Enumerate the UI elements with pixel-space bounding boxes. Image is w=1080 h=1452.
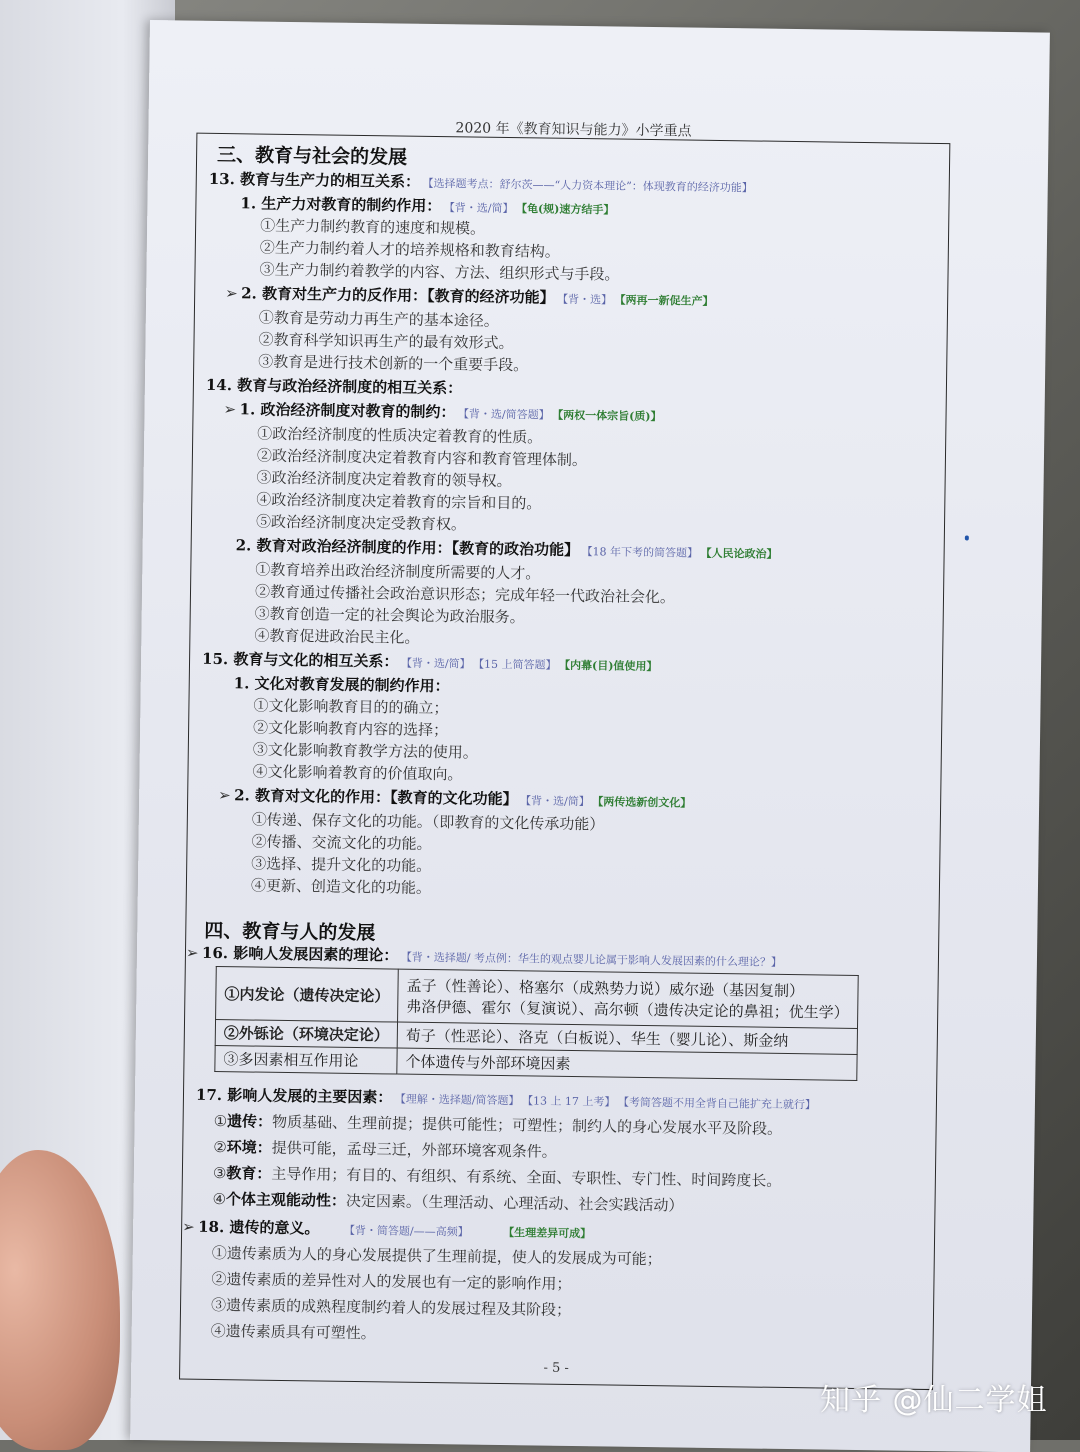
list-item: ③教育创造一定的社会舆论为政治服务。 xyxy=(254,604,525,627)
table-cell-text: 孟子（性善论）、格塞尔（成熟势力说）威尔逊（基因复制） xyxy=(406,976,805,1001)
s15-p2-line xyxy=(218,784,691,812)
s18-tag2: 【生理差异可成】 xyxy=(508,1226,592,1241)
list-item xyxy=(213,1136,557,1162)
s14-p2-func: 【教育的政治功能】 xyxy=(451,539,580,560)
page-number: - 5 - xyxy=(543,1360,569,1376)
s13-title: 13. 教育与生产力的相互关系： xyxy=(208,169,421,191)
arrow-marker-icon: ➢ xyxy=(225,284,238,303)
theory-table xyxy=(214,966,858,1081)
s15-line xyxy=(202,648,658,675)
list-item: ③选择、提升文化的功能。 xyxy=(251,854,432,876)
s17-tag3: 【考简答题不用全背自己能扩充上就行】 xyxy=(623,1095,817,1112)
s15-p2-func: 【教育的文化功能】 xyxy=(389,788,518,809)
s17-line xyxy=(196,1084,816,1114)
table-cell-label: ③多因素相互作用论 xyxy=(215,1046,397,1075)
s17-tag2: 【13 上 17 上考】 xyxy=(527,1094,616,1109)
list-item: ③文化影响教育教学方法的使用。 xyxy=(252,740,478,762)
s14-title: 14. 教育与政治经济制度的相互关系： xyxy=(205,375,463,398)
item-key: 环境： xyxy=(226,1138,272,1157)
s17-tag1: 【理解・选择题/简答题】 xyxy=(400,1092,520,1108)
s15-tag1: 【背・选/简】 xyxy=(406,656,471,671)
s13-p1-tag1: 【背・选/简】 xyxy=(449,201,514,216)
s15-tag2: 【15 上简答题】 xyxy=(478,657,557,672)
list-item xyxy=(212,1188,683,1216)
list-item: ④政治经济制度决定着教育的宗旨和目的。 xyxy=(256,490,542,513)
list-item: ③遗传素质的成熟程度制约着人的发展过程及其阶段； xyxy=(210,1295,572,1320)
list-item: ②传播、交流文化的功能。 xyxy=(251,832,432,854)
s14-p1-tag1: 【背・选/简答题】 xyxy=(463,407,550,422)
list-item: ①教育是劳动力再生产的基本途径。 xyxy=(258,308,499,330)
watermark: 知乎 @仙二学姐 xyxy=(820,1383,1048,1418)
arrow-marker-icon: ➢ xyxy=(185,943,199,962)
s15-title: 15. 教育与文化的相互关系： xyxy=(201,649,399,671)
table-cell-content xyxy=(398,969,858,1028)
s13-p1-tag2: 【龟(规)速方结手】 xyxy=(521,202,615,217)
list-item: ②教育通过传播社会政治意识形态；完成年轻一代政治社会化。 xyxy=(254,582,676,607)
s13-p2-line xyxy=(225,282,714,310)
list-item: ②文化影响教育内容的选择； xyxy=(253,718,449,740)
item-number: ④ xyxy=(212,1189,227,1209)
page-header: 2020 年《教育知识与能力》小学重点 xyxy=(455,120,692,140)
arrow-marker-icon: ➢ xyxy=(218,786,231,805)
item-key: 遗传： xyxy=(226,1112,273,1131)
item-key: 个体主观能动性： xyxy=(225,1190,347,1210)
list-item: ①遗传素质为人的身心发展提供了生理前提，使人的发展成为可能； xyxy=(211,1243,662,1269)
item-number: ② xyxy=(213,1137,227,1157)
table-cell-label: ②外铄论（环境决定论） xyxy=(215,1020,397,1049)
ink-dot xyxy=(965,535,969,540)
list-item: ⑤政治经济制度决定受教育权。 xyxy=(255,512,467,534)
list-item: ②生产力制约着人才的培养规格和教育结构。 xyxy=(259,238,560,261)
s13-p2-tag2: 【两再一新促生产】 xyxy=(619,293,714,308)
item-key: 教育： xyxy=(226,1164,272,1183)
list-item: ③生产力制约着教学的内容、方法、组织形式与手段。 xyxy=(259,260,620,284)
table-row xyxy=(216,967,858,1029)
s14-p2-tag2: 【人民论政治】 xyxy=(705,546,778,561)
s13-p1-title: 1. 生产力对教育的制约作用： xyxy=(240,194,442,216)
item-text: 物质基础、生理前提；提供可能性；可塑性；制约人的身心发展水平及阶段。 xyxy=(271,1112,783,1138)
list-item: ②遗传素质的差异性对人的发展也有一定的影响作用； xyxy=(211,1269,572,1294)
table-cell-content: 个体遗传与外部环境因素 xyxy=(397,1048,857,1080)
s13-p2-title: 2. 教育对生产力的反作用： xyxy=(241,284,428,305)
table-cell-text: 弗洛伊德、霍尔（复演说）、高尔顿（遗传决定论的鼻祖；优生学） xyxy=(406,997,849,1022)
document-page xyxy=(130,20,1050,1452)
s18-tag1: 【背・简答题/——高频】 xyxy=(349,1223,469,1239)
list-item: ②教育科学知识再生产的最有效形式。 xyxy=(258,330,514,353)
list-item: ④教育促进政治民主化。 xyxy=(254,626,420,647)
s13-tag: 【选择题考点：舒尔茨——“人力资本理论”：体现教育的经济功能】 xyxy=(427,176,753,195)
list-item: ④更新、创造文化的功能。 xyxy=(250,876,432,898)
list-item: ②政治经济制度决定着教育内容和教育管理体制。 xyxy=(256,446,588,470)
list-item xyxy=(213,1162,782,1191)
list-item: ①生产力制约教育的速度和规模。 xyxy=(260,216,486,238)
list-item: ①教育培养出政治经济制度所需要的人才。 xyxy=(255,560,541,583)
s16-tag: 【背・选择题/ 考点例：华生的观点婴儿论属于影响人发展因素的什么理论？】 xyxy=(406,950,783,969)
list-item: ①文化影响教育目的的确立； xyxy=(253,696,449,718)
list-item: ④遗传素质具有可塑性。 xyxy=(210,1321,376,1343)
s15-tag3: 【内幕(目)值使用】 xyxy=(564,658,658,674)
s16-title: 16. 影响人发展因素的理论： xyxy=(201,943,399,965)
item-text: 决定因素。（生理活动、心理活动、社会实践活动） xyxy=(345,1191,684,1215)
section-3-title: 三、教育与社会的发展 xyxy=(216,143,408,169)
table-cell-label: ①内发论（遗传决定论） xyxy=(216,967,399,1023)
content-frame xyxy=(179,120,950,1390)
s17-title: 17. 影响人发展的主要因素： xyxy=(195,1085,393,1107)
list-item xyxy=(213,1110,782,1139)
s15-p2-title: 2. 教育对文化的作用： xyxy=(234,786,391,807)
section-4-title: 四、教育与人的发展 xyxy=(204,919,376,945)
s14-p2-tag1: 【18 年下考的简答题】 xyxy=(586,545,699,560)
s13-p2-tag1: 【背・选】 xyxy=(562,292,613,307)
table-cell-content: 荀子（性恶论）、洛克（白板说）、华生（婴儿论）、斯金纳 xyxy=(397,1022,857,1054)
s15-p2-tag2: 【两传选新创文化】 xyxy=(597,795,692,810)
list-item: ①政治经济制度的性质决定着教育的性质。 xyxy=(257,424,543,447)
s15-p1-title: 1. 文化对教育发展的制约作用： xyxy=(233,674,450,696)
s14-p1-tag2: 【两权一体宗旨(质)】 xyxy=(557,408,662,424)
item-number: ① xyxy=(213,1111,228,1131)
s18-title: 18. 遗传的意义。 xyxy=(198,1217,320,1238)
s18-line xyxy=(182,1216,591,1243)
list-item: ④文化影响着教育的价值取向。 xyxy=(252,762,463,784)
arrow-marker-icon: ➢ xyxy=(223,400,237,419)
s15-p2-tag1: 【背・选/简】 xyxy=(525,794,590,809)
s14-p2-title: 2. 教育对政治经济制度的作用： xyxy=(235,536,452,558)
list-item: ③教育是进行技术创新的一个重要手段。 xyxy=(258,352,529,375)
s14-p1-line xyxy=(223,398,661,425)
list-item: ③政治经济制度决定着教育的领导权。 xyxy=(256,468,512,491)
arrow-marker-icon: ➢ xyxy=(182,1217,195,1236)
s13-p2-func: 【教育的经济功能】 xyxy=(426,286,555,307)
s14-p1-title: 1. 政治经济制度对教育的制约： xyxy=(239,400,456,422)
item-number: ③ xyxy=(212,1163,227,1183)
item-text: 主导作用；有目的、有组织、有系统、全面、专职性、专门性、时间跨度长。 xyxy=(271,1164,782,1190)
item-text: 提供可能，孟母三迁，外部环境客观条件。 xyxy=(271,1138,557,1161)
list-item: ①传递、保存文化的功能。（即教育的文化传承功能） xyxy=(251,810,605,834)
